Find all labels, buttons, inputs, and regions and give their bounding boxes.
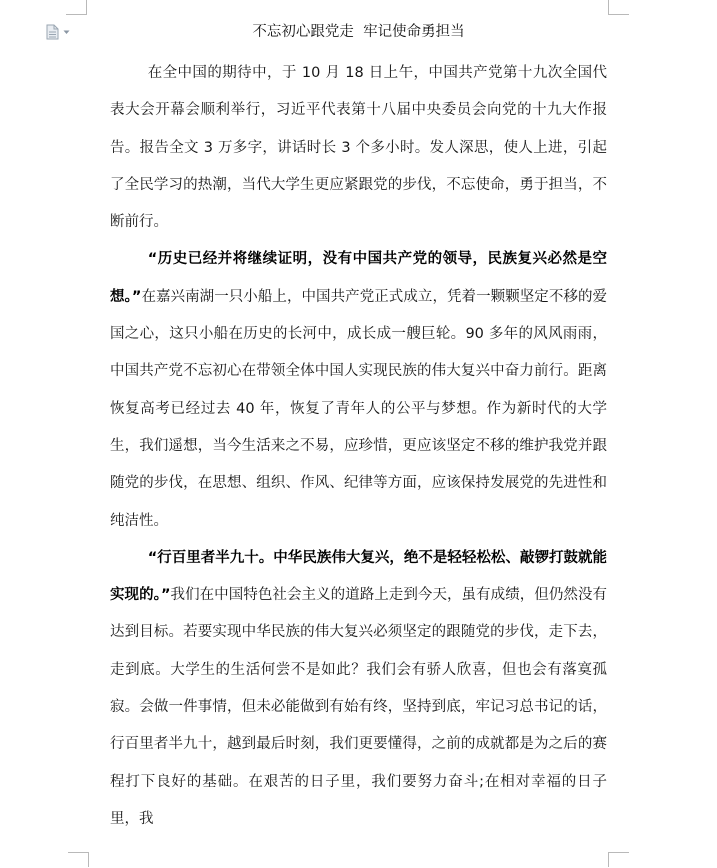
- document-icon: [46, 24, 59, 40]
- crop-mark-bottom-left: [68, 852, 89, 867]
- paragraph: [110, 241, 607, 539]
- chevron-down-icon: [63, 30, 70, 35]
- paragraph: [110, 540, 607, 838]
- paragraph-bold-quote: “行百里者半九十。中华民族伟大复兴，绝不是轻轻松松、敲锣打鼓就能实现的。”: [110, 549, 607, 604]
- paragraph: [110, 55, 607, 241]
- paragraph-bold-quote: “历史已经并将继续证明，没有中国共产党的领导，民族复兴必然是空想。”: [110, 251, 607, 305]
- paragraph-text: 我们在中国特色社会主义的道路上走到今天，虽有成绩，但仍然没有达到目标。若要实现中华民族的伟大复兴必须坚定的跟随党的步伐，走下去，走到底。大学生的生活何尝不是如此？我们会有骄人欣喜，但也会有落寞孤寂。会做一件事情，但未必能做到有始有终，坚持到底，牢记习总书记的话，行百里者半九十，越到最后时刻，我们更要懂得，之前的成就都是为之后的赛程打下良好的基础。在艰苦的日子里，我们要努力奋斗;在相对幸福的日子里，我: [110, 587, 607, 827]
- paragraph-text: 在嘉兴南湖一只小船上，中国共产党正式成立，凭着一颗颗坚定不移的爱国之心，这只小船在历史的长河中，成长成一艘巨轮。90 多年的风风雨雨，中国共产党不忘初心在带领全体中国人实现民族的伟大复兴中奋力前行。距离恢复高考已经过去 40 年，恢复了青年人的公平与梦想。作为新时代的大学生，我们遥想，当今生活来之不易，应珍惜，更应该坚定不移的维护我党并跟随党的步伐，在思想、组织、作风、纪律等方面，应该保持发展党的先进性和纯洁性。: [110, 288, 608, 529]
- document-title: 不忘初心跟党走 牢记使命勇担当: [252, 24, 465, 40]
- crop-mark-top-right: [608, 0, 629, 15]
- crop-mark-top-left: [66, 0, 87, 15]
- paragraph-text: 在全中国的期待中，于 10 月 18 日上午，中国共产党第十九次全国代表大会开幕会顺利举行，习近平代表第十八届中央委员会向党的十九大作报告。报告全文 3 万多字，讲话时长 3 个多小时。发人深思，使人上进，引起了全民学习的热潮，当代大学生更应紧跟党的步伐，不忘使命，勇于担当，不断前行。: [110, 65, 607, 231]
- crop-mark-bottom-right: [608, 852, 629, 867]
- document-menu-button[interactable]: [46, 22, 76, 42]
- document-body: [110, 55, 607, 838]
